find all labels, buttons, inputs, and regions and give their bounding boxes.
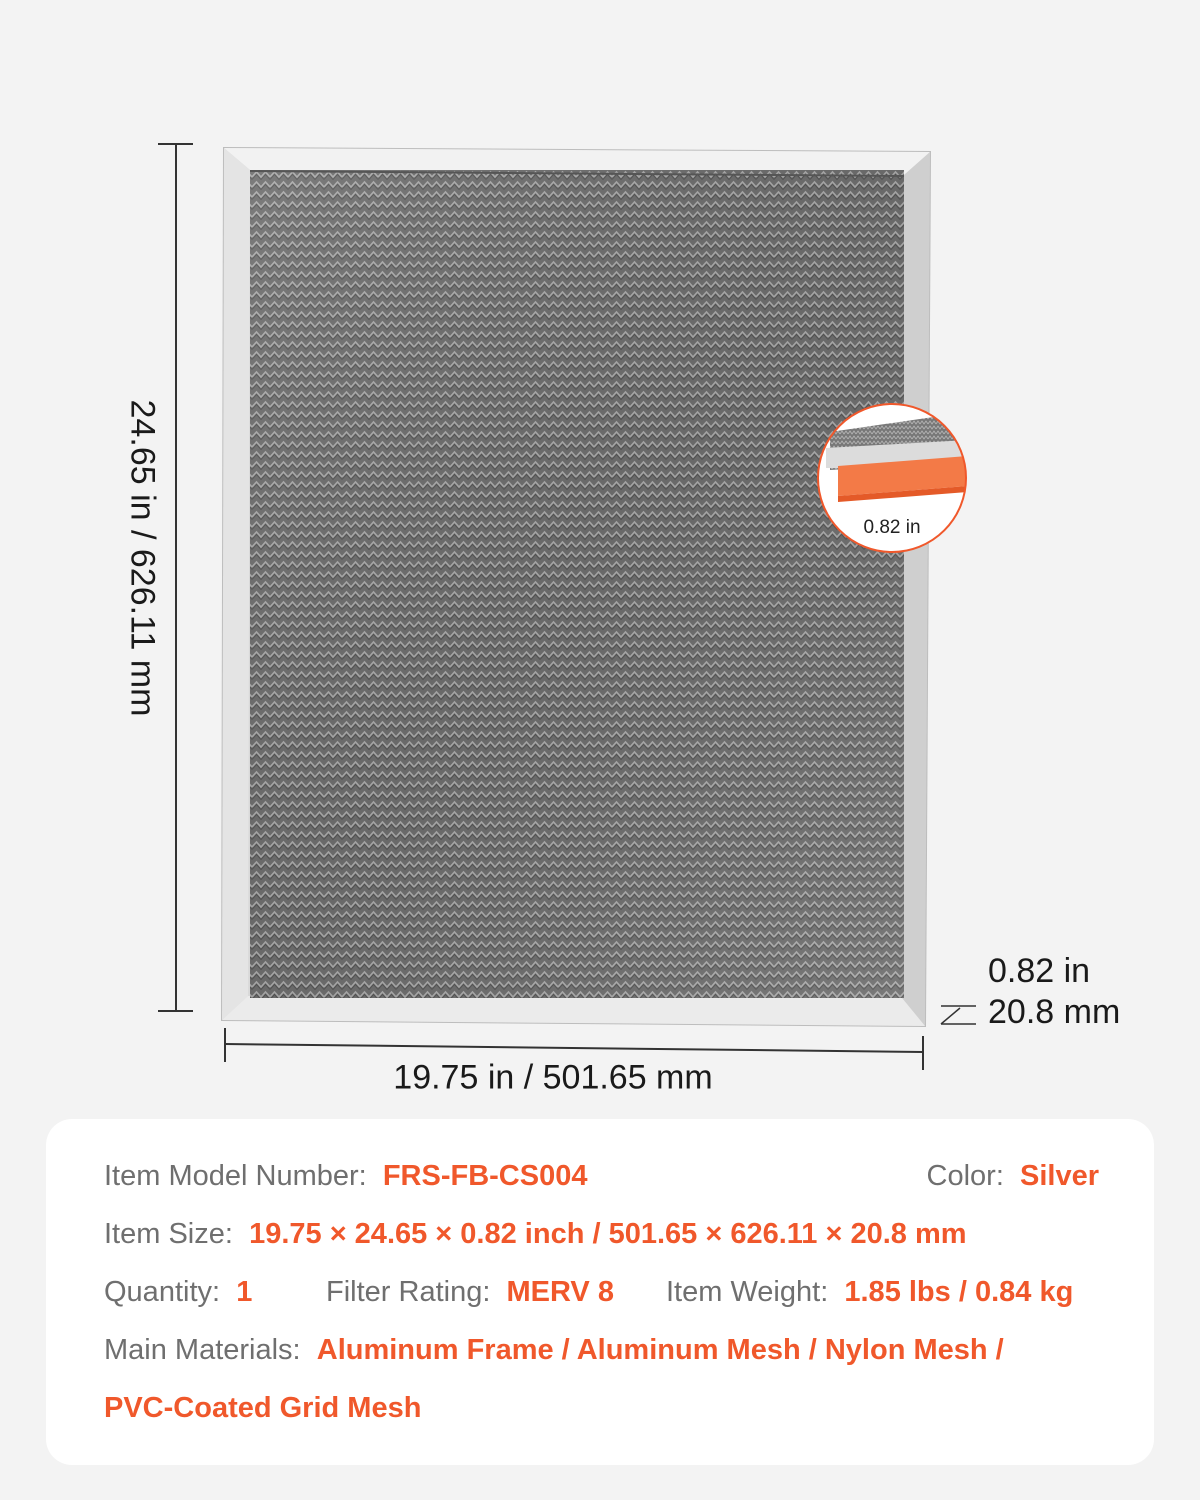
width-dimension-label: 19.75 in / 501.65 mm bbox=[393, 1058, 713, 1097]
spec-model-value: FRS-FB-CS004 bbox=[382, 1160, 588, 1192]
spec-quantity-value: 1 bbox=[236, 1276, 253, 1308]
height-dimension-label: 24.65 in / 626.11 mm bbox=[123, 399, 162, 717]
spec-quantity-row bbox=[104, 1278, 252, 1307]
spec-materials-value-line1: Aluminum Frame / Aluminum Mesh / Nylon Mesh / bbox=[316, 1334, 1004, 1366]
spec-weight-value: 1.85 lbs / 0.84 kg bbox=[844, 1276, 1074, 1308]
spec-color-label: Color: bbox=[926, 1160, 1004, 1192]
spec-color-value: Silver bbox=[1020, 1160, 1099, 1192]
spec-materials-row-continued bbox=[104, 1394, 421, 1423]
depth-mm-label: 20.8 mm bbox=[988, 993, 1121, 1031]
spec-materials-row bbox=[104, 1336, 1004, 1365]
spec-size-value: 19.75 × 24.65 × 0.82 inch / 501.65 × 626.11 × 20.8 mm bbox=[249, 1218, 967, 1250]
spec-weight-label: Item Weight: bbox=[666, 1276, 829, 1308]
height-dimension-line bbox=[158, 144, 193, 1011]
spec-model-row bbox=[104, 1162, 587, 1191]
spec-color-row bbox=[927, 1162, 1099, 1191]
spec-materials-label: Main Materials: bbox=[104, 1334, 301, 1366]
filter-mesh bbox=[250, 170, 904, 998]
spec-rating-label: Filter Rating: bbox=[326, 1276, 491, 1308]
depth-inch-label: 0.82 in bbox=[988, 952, 1091, 990]
spec-rating-row bbox=[326, 1278, 614, 1307]
zoom-thickness-label: 0.82 in bbox=[863, 517, 921, 538]
spec-size-row bbox=[104, 1220, 967, 1249]
spec-weight-row bbox=[666, 1278, 1073, 1307]
spec-quantity-label: Quantity: bbox=[104, 1276, 221, 1308]
spec-model-label: Item Model Number: bbox=[104, 1160, 367, 1192]
depth-leader-lines bbox=[941, 1006, 976, 1024]
spec-size-label: Item Size: bbox=[104, 1218, 233, 1250]
spec-card bbox=[46, 1119, 1154, 1465]
spec-rating-value: MERV 8 bbox=[506, 1276, 614, 1308]
spec-materials-value-line2: PVC-Coated Grid Mesh bbox=[104, 1392, 422, 1424]
